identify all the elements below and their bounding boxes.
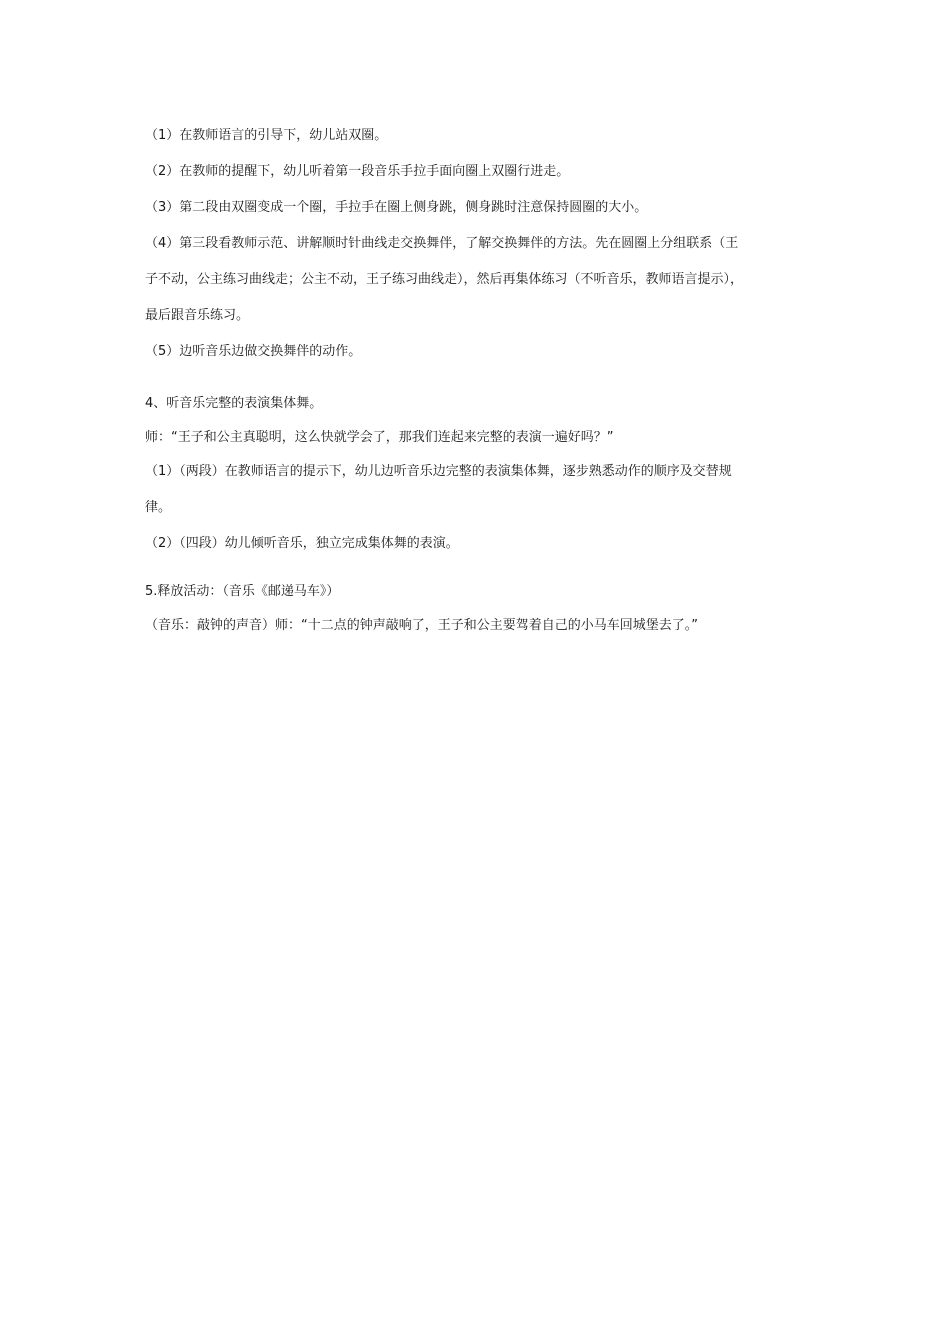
step-4-text-line-1: （4）第三段看教师示范、讲解顺时针曲线走交换舞伴，了解交换舞伴的方法。先在圆圈上分组联系（王 [145,236,739,251]
step-1-text: （1）在教师语言的引导下，幼儿站双圈。 [145,128,388,143]
step-4-text-line-3: 最后跟音乐练习。 [145,308,250,323]
step-5-text: （5）边听音乐边做交换舞伴的动作。 [145,344,362,359]
document-page [145,126,825,636]
section-3-steps [145,126,825,362]
step-3-text: （3）第二段由双圈变成一个圈，手拉手在圈上侧身跳，侧身跳时注意保持圆圈的大小。 [145,200,648,215]
section-5-heading: 5.释放活动：（音乐《邮递马车》） [145,584,340,599]
section-4 [145,394,825,554]
step-2-text: （2）在教师的提醒下，幼儿听着第一段音乐手拉手面向圈上双圈行进走。 [145,164,570,179]
section-4-step-1-line-1: （1）（两段）在教师语言的提示下，幼儿边听音乐边完整的表演集体舞，逐步熟悉动作的顺序及交替规 [145,464,732,479]
section-4-step-1-line-2: 律。 [145,500,172,515]
section-5 [145,582,825,636]
step-4-text-line-2: 子不动，公主练习曲线走；公主不动，王子练习曲线走），然后再集体练习（不听音乐，教师语言提示）， [145,272,744,287]
section-5-text: （音乐：敲钟的声音）师：“十二点的钟声敲响了，王子和公主要驾着自己的小马车回城堡去了。” [145,618,698,633]
teacher-quote: 师：“王子和公主真聪明，这么快就学会了，那我们连起来完整的表演一遍好吗？” [145,430,614,445]
section-4-heading: 4、听音乐完整的表演集体舞。 [145,396,323,411]
section-4-step-2: （2）（四段）幼儿倾听音乐，独立完成集体舞的表演。 [145,536,459,551]
